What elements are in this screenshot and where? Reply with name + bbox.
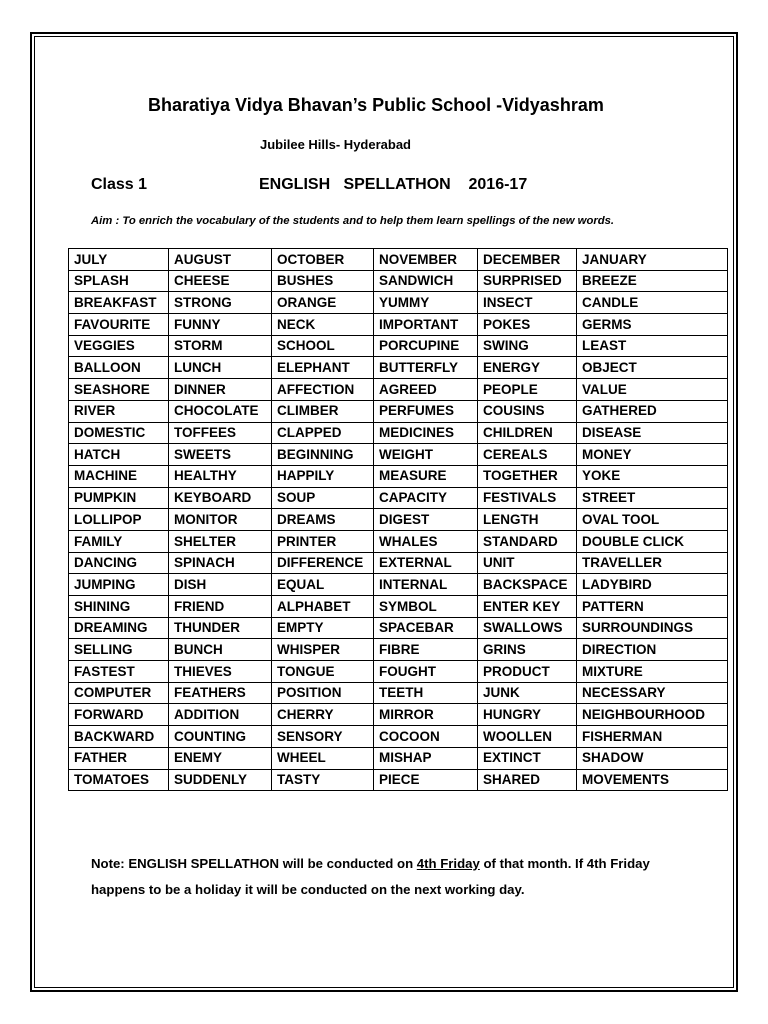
word-cell: MEDICINES: [374, 422, 478, 444]
word-cell: POKES: [478, 314, 577, 336]
class-label: Class 1: [91, 176, 148, 193]
word-cell: TASTY: [272, 769, 374, 791]
table-row: [69, 530, 728, 552]
word-cell: BREEZE: [577, 270, 728, 292]
word-cell: GATHERED: [577, 400, 728, 422]
word-cell: PIECE: [374, 769, 478, 791]
word-cell: GERMS: [577, 314, 728, 336]
word-cell: MIRROR: [374, 704, 478, 726]
word-cell: MONEY: [577, 444, 728, 466]
word-cell: CEREALS: [478, 444, 577, 466]
table-row: [69, 574, 728, 596]
word-cell: ENEMY: [169, 747, 272, 769]
word-table-body: [69, 249, 728, 791]
table-row: [69, 292, 728, 314]
word-cell: ENTER KEY: [478, 596, 577, 618]
word-cell: DINNER: [169, 379, 272, 401]
word-cell: DREAMS: [272, 509, 374, 531]
word-cell: DISEASE: [577, 422, 728, 444]
word-cell: PRINTER: [272, 530, 374, 552]
note-prefix: Note: ENGLISH SPELLATHON will be conducted on: [91, 856, 417, 871]
word-cell: AFFECTION: [272, 379, 374, 401]
word-cell: BREAKFAST: [69, 292, 169, 314]
word-cell: HAPPILY: [272, 465, 374, 487]
word-cell: FRIEND: [169, 596, 272, 618]
word-cell: HUNGRY: [478, 704, 577, 726]
word-cell: SHELTER: [169, 530, 272, 552]
word-cell: DOMESTIC: [69, 422, 169, 444]
table-row: [69, 444, 728, 466]
word-cell: HEALTHY: [169, 465, 272, 487]
word-cell: FEATHERS: [169, 682, 272, 704]
word-cell: BEGINNING: [272, 444, 374, 466]
table-row: [69, 704, 728, 726]
word-cell: EXTERNAL: [374, 552, 478, 574]
word-cell: GRINS: [478, 639, 577, 661]
word-cell: CAPACITY: [374, 487, 478, 509]
word-cell: STRONG: [169, 292, 272, 314]
word-cell: SHARED: [478, 769, 577, 791]
word-cell: OVAL TOOL: [577, 509, 728, 531]
word-cell: FISHERMAN: [577, 726, 728, 748]
word-cell: WHISPER: [272, 639, 374, 661]
word-cell: VALUE: [577, 379, 728, 401]
word-cell: AUGUST: [169, 249, 272, 271]
word-cell: FOUGHT: [374, 661, 478, 683]
word-cell: PORCUPINE: [374, 335, 478, 357]
word-cell: UNIT: [478, 552, 577, 574]
word-cell: THIEVES: [169, 661, 272, 683]
word-cell: DREAMING: [69, 617, 169, 639]
table-row: [69, 379, 728, 401]
table-row: [69, 509, 728, 531]
word-cell: BALLOON: [69, 357, 169, 379]
table-row: [69, 335, 728, 357]
word-cell: MISHAP: [374, 747, 478, 769]
word-cell: SHINING: [69, 596, 169, 618]
word-cell: MEASURE: [374, 465, 478, 487]
word-cell: PUMPKIN: [69, 487, 169, 509]
table-row: [69, 596, 728, 618]
word-cell: ORANGE: [272, 292, 374, 314]
word-cell: SWALLOWS: [478, 617, 577, 639]
word-cell: LUNCH: [169, 357, 272, 379]
word-cell: SPACEBAR: [374, 617, 478, 639]
table-row: [69, 314, 728, 336]
word-cell: KEYBOARD: [169, 487, 272, 509]
word-cell: ADDITION: [169, 704, 272, 726]
table-row: [69, 639, 728, 661]
word-cell: COCOON: [374, 726, 478, 748]
word-cell: HATCH: [69, 444, 169, 466]
word-cell: COUSINS: [478, 400, 577, 422]
word-cell: FAMILY: [69, 530, 169, 552]
word-cell: EXTINCT: [478, 747, 577, 769]
word-cell: FUNNY: [169, 314, 272, 336]
school-location: Jubilee Hills- Hyderabad: [260, 137, 411, 152]
word-cell: THUNDER: [169, 617, 272, 639]
word-cell: SURROUNDINGS: [577, 617, 728, 639]
word-cell: BACKSPACE: [478, 574, 577, 596]
word-cell: INTERNAL: [374, 574, 478, 596]
word-cell: TOGETHER: [478, 465, 577, 487]
word-cell: LOLLIPOP: [69, 509, 169, 531]
word-cell: FASTEST: [69, 661, 169, 683]
word-cell: BACKWARD: [69, 726, 169, 748]
word-cell: MOVEMENTS: [577, 769, 728, 791]
word-cell: WHALES: [374, 530, 478, 552]
word-cell: PATTERN: [577, 596, 728, 618]
word-cell: FESTIVALS: [478, 487, 577, 509]
word-cell: SPLASH: [69, 270, 169, 292]
word-cell: MONITOR: [169, 509, 272, 531]
word-cell: NEIGHBOURHOOD: [577, 704, 728, 726]
word-cell: TEETH: [374, 682, 478, 704]
word-cell: DIFFERENCE: [272, 552, 374, 574]
word-cell: FAVOURITE: [69, 314, 169, 336]
note-paragraph: [91, 851, 691, 903]
table-row: [69, 682, 728, 704]
word-cell: RIVER: [69, 400, 169, 422]
word-cell: MIXTURE: [577, 661, 728, 683]
word-cell: OCTOBER: [272, 249, 374, 271]
word-cell: BUNCH: [169, 639, 272, 661]
table-row: [69, 617, 728, 639]
word-cell: SANDWICH: [374, 270, 478, 292]
word-cell: LEAST: [577, 335, 728, 357]
note-underlined-day: 4th Friday: [416, 856, 480, 871]
word-cell: SCHOOL: [272, 335, 374, 357]
word-cell: AGREED: [374, 379, 478, 401]
word-cell: JUMPING: [69, 574, 169, 596]
table-row: [69, 747, 728, 769]
word-cell: JULY: [69, 249, 169, 271]
word-cell: ALPHABET: [272, 596, 374, 618]
table-row: [69, 270, 728, 292]
word-cell: YUMMY: [374, 292, 478, 314]
school-name: Bharatiya Vidya Bhavan’s Public School -Vidyashram: [148, 95, 604, 115]
word-cell: NECK: [272, 314, 374, 336]
word-cell: MACHINE: [69, 465, 169, 487]
word-cell: SUDDENLY: [169, 769, 272, 791]
word-cell: SPINACH: [169, 552, 272, 574]
word-cell: SWING: [478, 335, 577, 357]
word-cell: TOFFEES: [169, 422, 272, 444]
word-cell: NOVEMBER: [374, 249, 478, 271]
word-cell: CHOCOLATE: [169, 400, 272, 422]
word-cell: PERFUMES: [374, 400, 478, 422]
word-cell: FATHER: [69, 747, 169, 769]
table-row: [69, 422, 728, 444]
word-cell: SURPRISED: [478, 270, 577, 292]
word-cell: SENSORY: [272, 726, 374, 748]
table-row: [69, 487, 728, 509]
word-cell: CHEESE: [169, 270, 272, 292]
table-row: [69, 249, 728, 271]
word-cell: BUSHES: [272, 270, 374, 292]
word-cell: CHILDREN: [478, 422, 577, 444]
word-cell: PRODUCT: [478, 661, 577, 683]
word-cell: SHADOW: [577, 747, 728, 769]
word-cell: SWEETS: [169, 444, 272, 466]
word-cell: DECEMBER: [478, 249, 577, 271]
word-cell: WHEEL: [272, 747, 374, 769]
word-cell: COUNTING: [169, 726, 272, 748]
table-row: [69, 552, 728, 574]
word-cell: DISH: [169, 574, 272, 596]
word-cell: EMPTY: [272, 617, 374, 639]
word-cell: JANUARY: [577, 249, 728, 271]
word-cell: JUNK: [478, 682, 577, 704]
word-cell: VEGGIES: [69, 335, 169, 357]
word-cell: DIGEST: [374, 509, 478, 531]
word-cell: DIRECTION: [577, 639, 728, 661]
word-cell: POSITION: [272, 682, 374, 704]
word-cell: FORWARD: [69, 704, 169, 726]
table-row: [69, 400, 728, 422]
aim-statement: Aim : To enrich the vocabulary of the students and to help them learn spellings of the new words.: [91, 215, 615, 227]
word-cell: STORM: [169, 335, 272, 357]
word-cell: CLIMBER: [272, 400, 374, 422]
word-cell: LENGTH: [478, 509, 577, 531]
word-cell: DOUBLE CLICK: [577, 530, 728, 552]
word-cell: LADYBIRD: [577, 574, 728, 596]
word-cell: SEASHORE: [69, 379, 169, 401]
word-cell: SYMBOL: [374, 596, 478, 618]
word-cell: WOOLLEN: [478, 726, 577, 748]
word-cell: IMPORTANT: [374, 314, 478, 336]
document-title: ENGLISH SPELLATHON 2016-17: [259, 176, 528, 193]
word-cell: EQUAL: [272, 574, 374, 596]
word-cell: STANDARD: [478, 530, 577, 552]
word-cell: CANDLE: [577, 292, 728, 314]
word-cell: PEOPLE: [478, 379, 577, 401]
note-suffix: of that month. If 4th Friday happens to be a holiday it will be conducted on the next working day.: [91, 856, 650, 897]
word-cell: BUTTERFLY: [374, 357, 478, 379]
word-cell: NECESSARY: [577, 682, 728, 704]
word-cell: SELLING: [69, 639, 169, 661]
word-cell: CHERRY: [272, 704, 374, 726]
word-cell: COMPUTER: [69, 682, 169, 704]
word-cell: OBJECT: [577, 357, 728, 379]
table-row: [69, 465, 728, 487]
word-cell: INSECT: [478, 292, 577, 314]
word-cell: TRAVELLER: [577, 552, 728, 574]
word-cell: FIBRE: [374, 639, 478, 661]
word-cell: TONGUE: [272, 661, 374, 683]
word-cell: WEIGHT: [374, 444, 478, 466]
spelling-word-table: [68, 248, 728, 791]
word-cell: STREET: [577, 487, 728, 509]
word-cell: ELEPHANT: [272, 357, 374, 379]
word-cell: DANCING: [69, 552, 169, 574]
word-cell: SOUP: [272, 487, 374, 509]
word-cell: TOMATOES: [69, 769, 169, 791]
table-row: [69, 769, 728, 791]
table-row: [69, 357, 728, 379]
word-cell: ENERGY: [478, 357, 577, 379]
table-row: [69, 726, 728, 748]
table-row: [69, 661, 728, 683]
word-cell: YOKE: [577, 465, 728, 487]
word-cell: CLAPPED: [272, 422, 374, 444]
